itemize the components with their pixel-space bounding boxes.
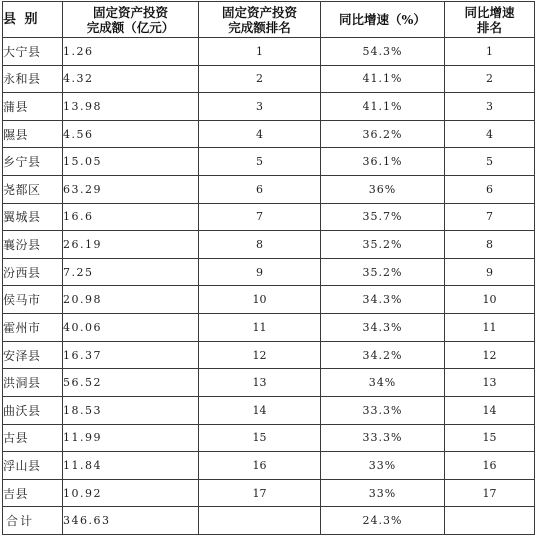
investment-cell: 11.99 — [63, 424, 199, 452]
growth-rank-cell: 10 — [445, 286, 535, 314]
county-cell: 蒲县 — [3, 93, 63, 121]
table-body — [3, 38, 535, 535]
county-cell: 曲沃县 — [3, 396, 63, 424]
county-cell: 永和县 — [3, 65, 63, 93]
header-investment — [63, 2, 199, 38]
header-investment-rank — [199, 2, 321, 38]
growth-cell: 34.2% — [321, 341, 445, 369]
investment-cell: 40.06 — [63, 314, 199, 342]
investment-rank-cell: 14 — [199, 396, 321, 424]
investment-ranking-table — [2, 1, 535, 535]
investment-cell: 7.25 — [63, 258, 199, 286]
growth-cell: 34.3% — [321, 314, 445, 342]
county-cell: 隰县 — [3, 120, 63, 148]
investment-cell: 56.52 — [63, 369, 199, 397]
county-cell: 洪洞县 — [3, 369, 63, 397]
investment-cell: 10.92 — [63, 479, 199, 507]
growth-rank-cell: 1 — [445, 38, 535, 66]
investment-rank-cell — [199, 507, 321, 535]
table-header — [3, 2, 535, 38]
growth-rank-cell: 13 — [445, 369, 535, 397]
table-row — [3, 452, 535, 480]
investment-rank-cell: 9 — [199, 258, 321, 286]
growth-cell: 34.3% — [321, 286, 445, 314]
investment-rank-cell: 10 — [199, 286, 321, 314]
county-cell: 浮山县 — [3, 452, 63, 480]
county-cell: 汾西县 — [3, 258, 63, 286]
investment-rank-cell: 5 — [199, 148, 321, 176]
growth-rank-cell: 6 — [445, 176, 535, 204]
investment-rank-cell: 15 — [199, 424, 321, 452]
county-cell: 尧都区 — [3, 176, 63, 204]
investment-cell: 4.32 — [63, 65, 199, 93]
growth-cell: 34% — [321, 369, 445, 397]
header-county — [3, 2, 63, 38]
table-row — [3, 38, 535, 66]
document-page — [2, 1, 534, 535]
growth-rank-cell: 2 — [445, 65, 535, 93]
county-cell: 襄汾县 — [3, 231, 63, 259]
growth-cell: 36.2% — [321, 120, 445, 148]
growth-cell: 36.1% — [321, 148, 445, 176]
investment-cell: 4.56 — [63, 120, 199, 148]
investment-cell: 63.29 — [63, 176, 199, 204]
investment-cell: 16.37 — [63, 341, 199, 369]
total-row — [3, 507, 535, 535]
growth-cell: 41.1% — [321, 93, 445, 121]
investment-cell: 26.19 — [63, 231, 199, 259]
growth-cell: 54.3% — [321, 38, 445, 66]
investment-rank-cell: 4 — [199, 120, 321, 148]
table-row — [3, 231, 535, 259]
header-growth-rank-line2: 排名 — [476, 19, 502, 35]
county-cell: 安泽县 — [3, 341, 63, 369]
table-row — [3, 258, 535, 286]
growth-rank-cell: 16 — [445, 452, 535, 480]
investment-cell: 15.05 — [63, 148, 199, 176]
header-growth-rank — [445, 2, 535, 38]
table-row — [3, 396, 535, 424]
growth-rank-cell: 14 — [445, 396, 535, 424]
growth-rank-cell: 7 — [445, 203, 535, 231]
growth-cell: 41.1% — [321, 65, 445, 93]
growth-cell: 24.3% — [321, 507, 445, 535]
growth-rank-cell: 11 — [445, 314, 535, 342]
county-cell: 大宁县 — [3, 38, 63, 66]
county-cell: 翼城县 — [3, 203, 63, 231]
table-row — [3, 93, 535, 121]
table-row — [3, 314, 535, 342]
growth-rank-cell — [445, 507, 535, 535]
table-row — [3, 479, 535, 507]
growth-rank-cell: 17 — [445, 479, 535, 507]
table-row — [3, 424, 535, 452]
county-cell: 合计 — [3, 507, 63, 535]
investment-rank-cell: 3 — [199, 93, 321, 121]
growth-cell: 33% — [321, 479, 445, 507]
investment-rank-cell: 12 — [199, 341, 321, 369]
header-investment-rank-line1: 固定资产投资 — [221, 4, 297, 20]
growth-rank-cell: 8 — [445, 231, 535, 259]
header-row — [3, 2, 535, 38]
header-investment-rank-line2: 完成额排名 — [228, 19, 291, 35]
investment-rank-cell: 6 — [199, 176, 321, 204]
table-row — [3, 286, 535, 314]
table-row — [3, 203, 535, 231]
investment-rank-cell: 17 — [199, 479, 321, 507]
table-row — [3, 148, 535, 176]
growth-rank-cell: 15 — [445, 424, 535, 452]
investment-cell: 1.26 — [63, 38, 199, 66]
investment-rank-cell: 7 — [199, 203, 321, 231]
header-growth-label: 同比增速（%） — [339, 12, 426, 27]
investment-cell: 11.84 — [63, 452, 199, 480]
investment-rank-cell: 13 — [199, 369, 321, 397]
growth-cell: 33.3% — [321, 424, 445, 452]
header-investment-line1: 固定资产投资 — [92, 4, 168, 20]
table-row — [3, 120, 535, 148]
growth-rank-cell: 9 — [445, 258, 535, 286]
growth-rank-cell: 5 — [445, 148, 535, 176]
table-row — [3, 176, 535, 204]
investment-rank-cell: 11 — [199, 314, 321, 342]
growth-cell: 35.2% — [321, 231, 445, 259]
investment-cell: 16.6 — [63, 203, 199, 231]
county-cell: 古县 — [3, 424, 63, 452]
growth-cell: 33% — [321, 452, 445, 480]
growth-cell: 36% — [321, 176, 445, 204]
investment-rank-cell: 2 — [199, 65, 321, 93]
county-cell: 霍州市 — [3, 314, 63, 342]
header-investment-line2: 完成额（亿元） — [86, 19, 175, 35]
header-growth — [321, 2, 445, 38]
growth-cell: 35.7% — [321, 203, 445, 231]
table-row — [3, 369, 535, 397]
table-row — [3, 65, 535, 93]
investment-rank-cell: 1 — [199, 38, 321, 66]
county-cell: 吉县 — [3, 479, 63, 507]
investment-rank-cell: 8 — [199, 231, 321, 259]
county-cell: 乡宁县 — [3, 148, 63, 176]
investment-cell: 346.63 — [63, 507, 199, 535]
investment-cell: 13.98 — [63, 93, 199, 121]
growth-cell: 33.3% — [321, 396, 445, 424]
growth-cell: 35.2% — [321, 258, 445, 286]
investment-cell: 20.98 — [63, 286, 199, 314]
table-row — [3, 341, 535, 369]
header-county-label: 县 别 — [3, 12, 40, 27]
header-growth-rank-line1: 同比增速 — [464, 4, 515, 20]
growth-rank-cell: 3 — [445, 93, 535, 121]
investment-cell: 18.53 — [63, 396, 199, 424]
growth-rank-cell: 4 — [445, 120, 535, 148]
growth-rank-cell: 12 — [445, 341, 535, 369]
county-cell: 侯马市 — [3, 286, 63, 314]
investment-rank-cell: 16 — [199, 452, 321, 480]
